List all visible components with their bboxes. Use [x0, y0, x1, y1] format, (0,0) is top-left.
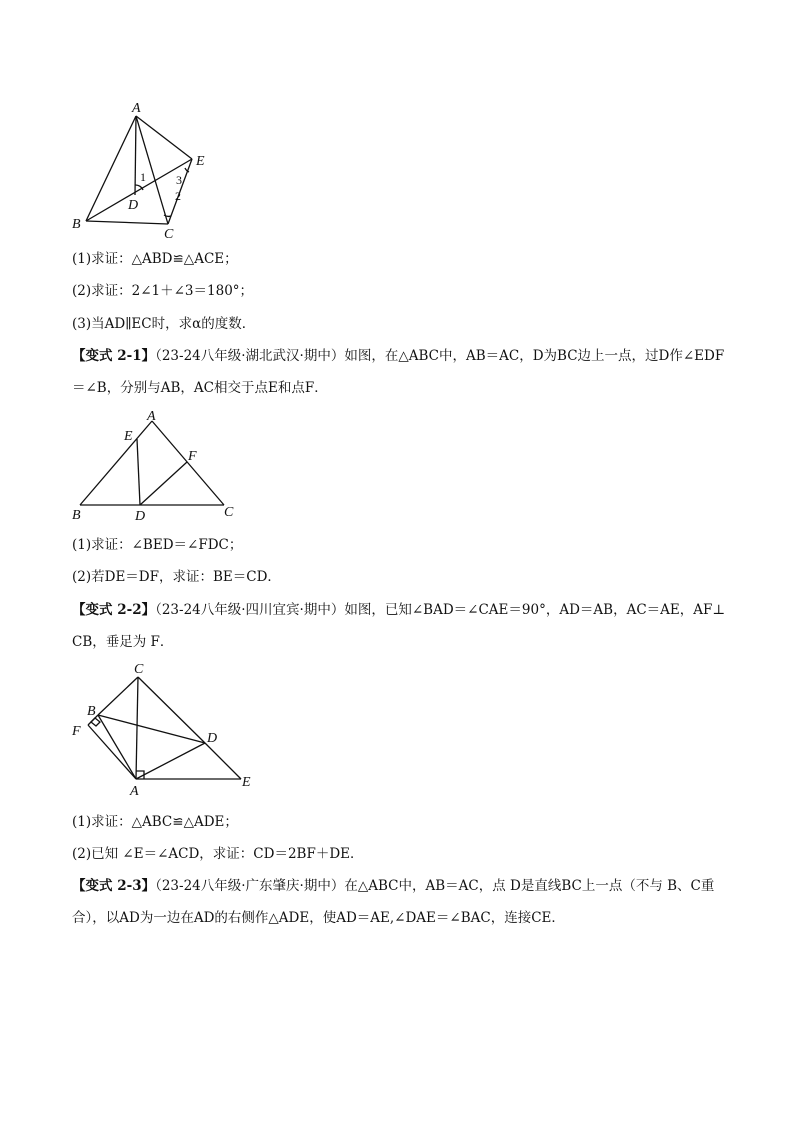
label-e: E: [242, 775, 251, 790]
figure-1-svg: [60, 95, 220, 240]
segment-ab: [80, 421, 152, 505]
variant-2-2-line-1: [72, 600, 725, 620]
segment-ed: [137, 439, 140, 505]
label-b: B: [87, 704, 96, 719]
label-e: E: [196, 154, 205, 169]
label-c: C: [224, 505, 234, 520]
segment-bc: [86, 221, 168, 224]
variant-2-2-part-2: (2)已知 ∠E＝∠ACD，求证：CD＝2BF＋DE．: [72, 846, 364, 862]
variant-2-3-text-1: （23-24八年级·广东肇庆·期中）在△ABC中，AB＝AC，点 D是直线BC上一点（不与 B、C重: [155, 878, 715, 894]
label-f: F: [188, 449, 197, 464]
label-c: C: [164, 227, 174, 242]
variant-2-1-line-1: [72, 346, 724, 366]
label-angle-1: 1: [140, 170, 146, 184]
segment-df: [140, 462, 187, 505]
variant-2-3-tag: 【变式 2-3】: [72, 878, 156, 894]
label-d: D: [207, 731, 218, 746]
figure-2-svg: [60, 400, 260, 525]
segment-cd: [138, 677, 205, 743]
variant-2-1-line-2: ＝∠B，分别与AB，AC相交于点E和点F．: [72, 380, 328, 396]
variant-2-3-line-1: [72, 876, 714, 896]
figure-triangle-edf: [60, 400, 260, 525]
variant-2-2-line-2: CB，垂足为 F．: [72, 634, 174, 650]
label-e: E: [124, 429, 133, 444]
variant-2-3-line-2: 合），以AD为一边在AD的右侧作△ADE，使AD＝AE,∠DAE＝∠BAC，连接CE．: [72, 910, 565, 926]
segment-ae: [136, 116, 192, 159]
angle-1-arc: [135, 185, 143, 190]
label-b: B: [72, 508, 81, 523]
label-a: A: [130, 784, 139, 799]
variant-2-1-text-1: （23-24八年级·湖北武汉·期中）如图，在△ABC中，AB＝AC，D为BC边上一点，过D作∠EDF: [155, 348, 725, 364]
segment-ad: [136, 743, 205, 779]
figure-3-svg: [60, 655, 270, 800]
segment-de: [205, 743, 241, 779]
variant-2-2-text-1: （23-24八年级·四川宜宾·期中）如图，已知∠BAD＝∠CAE＝90°，AD＝AB，AC＝AE，AF⊥: [155, 602, 726, 618]
label-a: A: [147, 409, 156, 424]
label-a: A: [132, 101, 141, 116]
q1-part-1: (1)求证：△ABD≌△ACE；: [72, 251, 238, 267]
variant-2-1-part-1: (1)求证：∠BED＝∠FDC；: [72, 537, 243, 553]
label-angle-3: 3: [176, 173, 182, 187]
label-b: B: [72, 217, 81, 232]
variant-2-1-part-2: (2)若DE＝DF，求证：BE＝CD．: [72, 569, 281, 585]
label-d: D: [128, 198, 139, 213]
label-angle-2: 2: [175, 189, 181, 203]
variant-2-2-tag: 【变式 2-2】: [72, 602, 156, 618]
right-angle-mark-f: [91, 718, 100, 726]
q1-part-2: (2)求证：2∠1＋∠3＝180°；: [72, 283, 254, 299]
q1-part-3: (3)当AD∥EC时，求α的度数．: [72, 316, 256, 332]
label-c: C: [134, 662, 144, 677]
label-f: F: [72, 724, 81, 739]
variant-2-1-tag: 【变式 2-1】: [72, 348, 156, 364]
segment-ad: [135, 116, 136, 195]
label-d: D: [135, 509, 146, 524]
variant-2-2-part-1: (1)求证：△ABC≌△ADE；: [72, 814, 238, 830]
segment-ca: [136, 677, 138, 779]
segment-bd: [98, 715, 205, 743]
angle-2-arc: [164, 215, 171, 216]
segment-fa: [88, 725, 136, 779]
segment-cb: [98, 677, 138, 715]
segment-ba: [98, 715, 136, 779]
figure-right-angles-abd-ace: [60, 655, 270, 800]
figure-triangle-abd-ace: [60, 95, 220, 240]
